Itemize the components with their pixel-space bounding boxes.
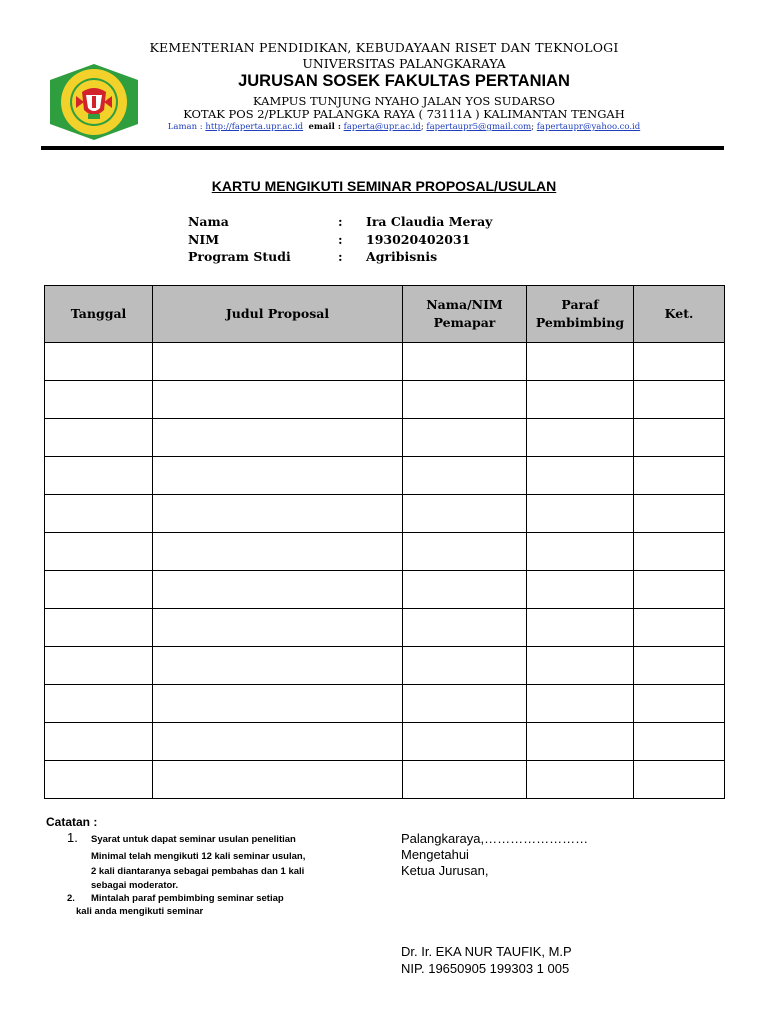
- table-cell: [527, 381, 634, 419]
- signature-role: Ketua Jurusan,: [401, 863, 489, 878]
- table-cell: [403, 685, 527, 723]
- table-cell: [153, 343, 403, 381]
- table-cell: [403, 723, 527, 761]
- table-cell: [634, 419, 725, 457]
- table-cell: [403, 571, 527, 609]
- header-rule: [41, 146, 724, 150]
- header-nama-nim: Nama/NIM Pemapar: [403, 286, 527, 343]
- table-cell: [403, 495, 527, 533]
- table-cell: [634, 343, 725, 381]
- table-cell: [153, 647, 403, 685]
- notes-heading: Catatan :: [46, 815, 98, 829]
- table-cell: [403, 343, 527, 381]
- header-tanggal: Tanggal: [45, 286, 153, 343]
- table-row: [45, 495, 725, 533]
- table-cell: [527, 723, 634, 761]
- header-judul: Judul Proposal: [153, 286, 403, 343]
- table-cell: [153, 571, 403, 609]
- table-cell: [45, 761, 153, 799]
- table-cell: [45, 609, 153, 647]
- table-cell: [153, 495, 403, 533]
- header-paraf: Paraf Pembimbing: [527, 286, 634, 343]
- table-cell: [153, 609, 403, 647]
- note-1-line-4: sebagai moderator.: [91, 880, 179, 891]
- nama-value: Ira Claudia Meray: [366, 214, 493, 229]
- table-cell: [45, 381, 153, 419]
- note-2-line-1: Mintalah paraf pembimbing seminar setiap: [91, 893, 284, 904]
- table-cell: [153, 533, 403, 571]
- table-cell: [634, 533, 725, 571]
- table-row: [45, 761, 725, 799]
- note-number-1: 1.: [67, 830, 78, 845]
- table-row: [45, 609, 725, 647]
- email-link-1[interactable]: faperta@upr.ac.id: [343, 122, 421, 132]
- table-cell: [527, 457, 634, 495]
- postal-address: KOTAK POS 2/PLKUP PALANGKA RAYA ( 73111A ) KALIMANTAN TENGAH: [183, 107, 625, 121]
- table-cell: [634, 647, 725, 685]
- table-cell: [153, 381, 403, 419]
- table-row: [45, 647, 725, 685]
- table-cell: [45, 533, 153, 571]
- table-cell: [527, 533, 634, 571]
- prodi-value: Agribisnis: [366, 249, 438, 264]
- table-row: [45, 685, 725, 723]
- table-cell: [403, 609, 527, 647]
- email-link-3[interactable]: fapertaupr@yahoo.co.id: [536, 122, 641, 132]
- university-name: UNIVERSITAS PALANGKARAYA: [302, 56, 506, 71]
- table-cell: [153, 761, 403, 799]
- note-1-line-2: Minimal telah mengikuti 12 kali seminar usulan,: [91, 851, 306, 862]
- table-cell: [403, 761, 527, 799]
- table-cell: [45, 647, 153, 685]
- nim-value: 193020402031: [366, 232, 471, 247]
- table-cell: [403, 419, 527, 457]
- seminar-table: [44, 285, 725, 799]
- table-row: [45, 723, 725, 761]
- table-cell: [634, 761, 725, 799]
- table-cell: [634, 457, 725, 495]
- table-cell: [527, 343, 634, 381]
- contact-line: Laman : http://faperta.upr.ac.id email : faperta@upr.ac.id; fapertaupr5@gmail.com; fapertaupr@yahoo.co.id: [167, 122, 641, 132]
- signature-place-date: Palangkaraya,……………………: [401, 831, 589, 846]
- table-header-row: [45, 286, 725, 343]
- note-1-line-1: Syarat untuk dapat seminar usulan penelitian: [91, 834, 296, 845]
- table-row: [45, 533, 725, 571]
- laman-label: Laman :: [167, 122, 203, 132]
- signature-mengetahui: Mengetahui: [401, 847, 469, 862]
- table-row: [45, 457, 725, 495]
- email-label: email :: [308, 122, 341, 132]
- table-cell: [45, 495, 153, 533]
- table-cell: [403, 647, 527, 685]
- table-row: [45, 343, 725, 381]
- website-link[interactable]: http://faperta.upr.ac.id: [205, 122, 304, 132]
- table-cell: [45, 419, 153, 457]
- table-cell: [403, 457, 527, 495]
- table-row: [45, 381, 725, 419]
- table-row: [45, 419, 725, 457]
- document-title: KARTU MENGIKUTI SEMINAR PROPOSAL/USULAN: [211, 178, 557, 194]
- table-cell: [527, 685, 634, 723]
- table-cell: [634, 381, 725, 419]
- table-cell: [634, 609, 725, 647]
- signatory-name: Dr. Ir. EKA NUR TAUFIK, M.P: [401, 944, 572, 959]
- table-cell: [45, 723, 153, 761]
- table-cell: [153, 419, 403, 457]
- note-2-line-2: kali anda mengikuti seminar: [76, 906, 204, 917]
- signatory-nip: NIP. 19650905 199303 1 005: [401, 961, 570, 976]
- table-cell: [634, 685, 725, 723]
- table-cell: [403, 533, 527, 571]
- ministry-name: KEMENTERIAN PENDIDIKAN, KEBUDAYAAN RISET DAN TEKNOLOGI: [149, 40, 619, 55]
- table-cell: [153, 723, 403, 761]
- table-row: [45, 571, 725, 609]
- note-number-2: 2.: [67, 893, 75, 904]
- department-name: JURUSAN SOSEK FAKULTAS PERTANIAN: [238, 72, 570, 90]
- table-cell: [45, 571, 153, 609]
- note-1-line-3: 2 kali diantaranya sebagai pembahas dan 1 kali: [91, 866, 305, 877]
- table-cell: [527, 609, 634, 647]
- table-cell: [634, 571, 725, 609]
- table-cell: [527, 495, 634, 533]
- table-cell: [153, 685, 403, 723]
- header-ket: Ket.: [634, 286, 725, 343]
- table-cell: [153, 457, 403, 495]
- table-cell: [527, 419, 634, 457]
- table-cell: [403, 381, 527, 419]
- table-cell: [527, 647, 634, 685]
- table-cell: [527, 571, 634, 609]
- table-cell: [634, 495, 725, 533]
- campus-address: KAMPUS TUNJUNG NYAHO JALAN YOS SUDARSO: [253, 94, 555, 108]
- table-cell: [527, 761, 634, 799]
- table-cell: [45, 685, 153, 723]
- table-cell: [634, 723, 725, 761]
- table-cell: [45, 457, 153, 495]
- table-cell: [45, 343, 153, 381]
- email-link-2[interactable]: fapertaupr5@gmail.com: [426, 122, 532, 132]
